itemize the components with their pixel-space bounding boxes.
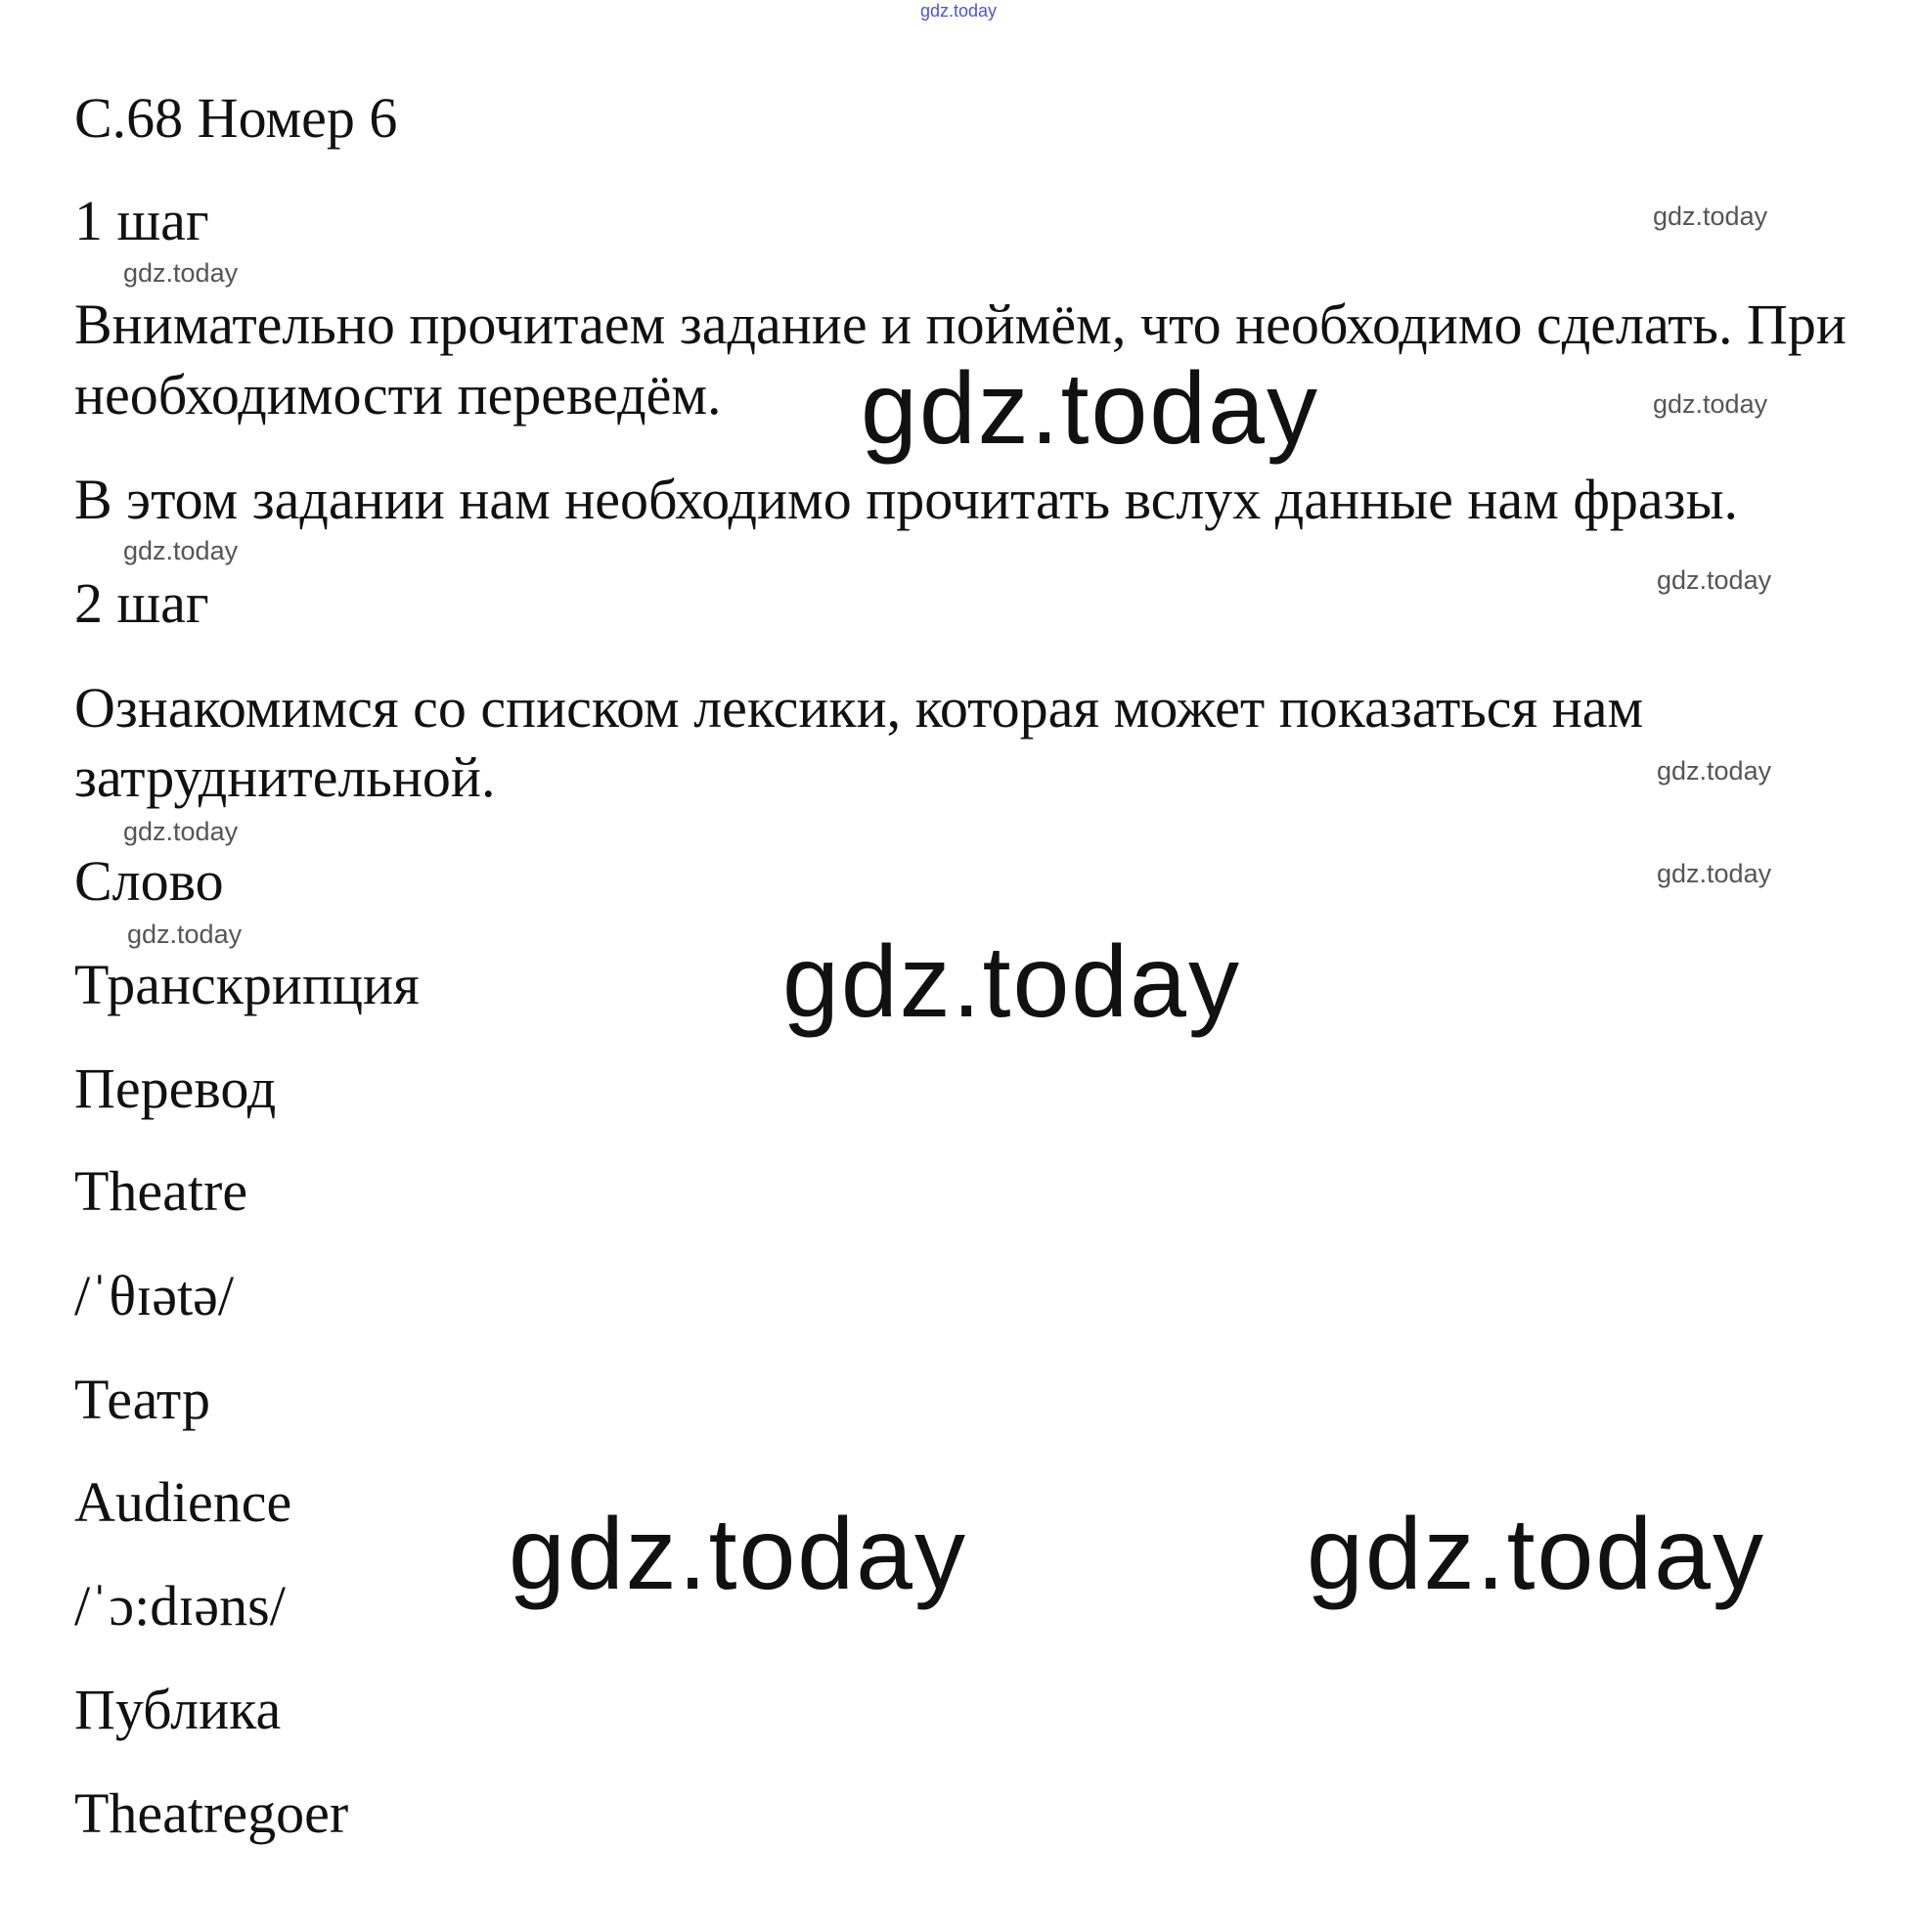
watermark-small: gdz.today bbox=[123, 258, 239, 288]
vocab-transcription: /ˈɔ:dɪəns/ bbox=[74, 1574, 286, 1638]
vocab-word: Audience bbox=[74, 1470, 292, 1534]
step1-heading: 1 шаг bbox=[74, 189, 209, 252]
vocab-word: Theatregoer bbox=[74, 1781, 349, 1845]
watermark-small: gdz.today bbox=[1657, 565, 1772, 595]
watermark-top: gdz.today bbox=[920, 1, 998, 21]
watermark-small: gdz.today bbox=[127, 920, 243, 949]
vocab-header-word: Слово bbox=[74, 849, 224, 913]
vocab-transcription: /ˈθɪətə/ bbox=[74, 1264, 235, 1327]
page-title: С.68 Номер 6 bbox=[74, 86, 398, 150]
vocab-word: Theatre bbox=[74, 1159, 248, 1223]
watermark-large: gdz.today bbox=[782, 925, 1241, 1039]
watermark-large: gdz.today bbox=[861, 352, 1319, 466]
step2-paragraph-line2: затруднительной. bbox=[74, 745, 496, 809]
vocab-header-transcription: Транскрипция bbox=[74, 953, 420, 1016]
vocab-translation: Театр bbox=[74, 1368, 210, 1431]
vocab-header-translation: Перевод bbox=[74, 1056, 277, 1120]
watermark-small: gdz.today bbox=[123, 536, 239, 565]
watermark-large: gdz.today bbox=[1307, 1498, 1765, 1611]
watermark-small: gdz.today bbox=[123, 817, 239, 846]
watermark-small: gdz.today bbox=[1657, 859, 1772, 888]
step1-paragraph2: В этом задании нам необходимо прочитать вслух данные нам фразы. bbox=[74, 468, 1739, 531]
step1-paragraph-line2: необходимости переведём. bbox=[74, 363, 722, 427]
watermark-small: gdz.today bbox=[1653, 389, 1768, 419]
watermark-small: gdz.today bbox=[1657, 756, 1772, 786]
step2-heading: 2 шаг bbox=[74, 571, 209, 635]
watermark-large: gdz.today bbox=[509, 1498, 967, 1611]
vocab-translation: Публика bbox=[74, 1678, 282, 1741]
step2-paragraph-line1: Ознакомимся со списком лексики, которая может показаться нам bbox=[74, 676, 1644, 740]
watermark-small: gdz.today bbox=[1653, 202, 1768, 231]
step1-paragraph-line1: Внимательно прочитаем задание и поймём, что необходимо сделать. При bbox=[74, 292, 1847, 356]
